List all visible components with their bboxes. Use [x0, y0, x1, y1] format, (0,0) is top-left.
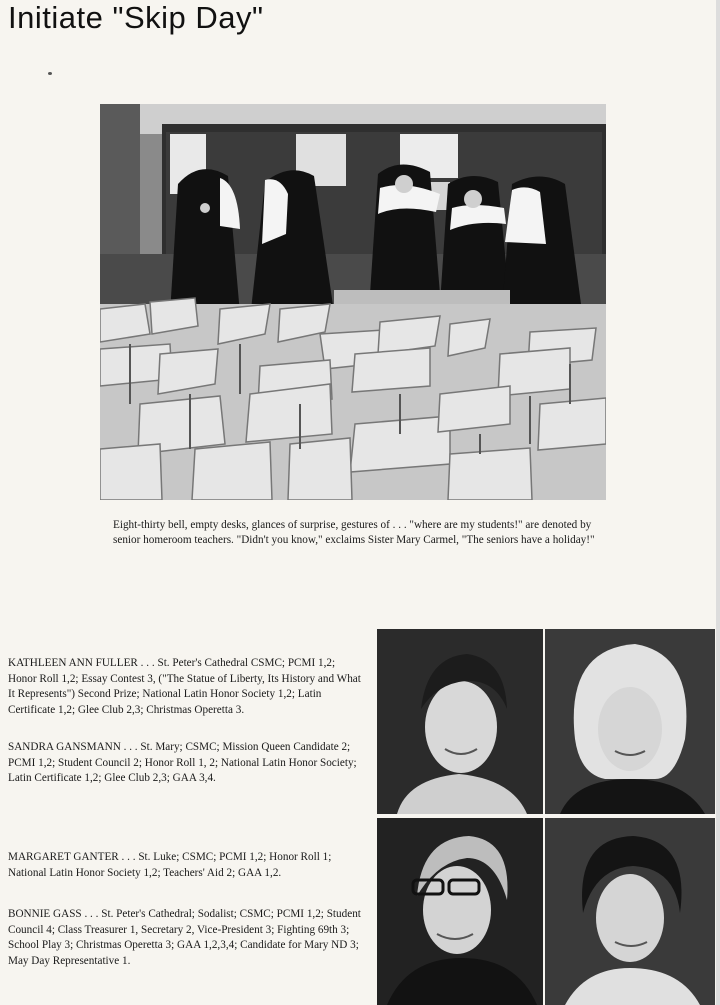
portrait-sandra-gansmann	[545, 629, 715, 814]
bio-sandra-gansmann: SANDRA GANSMANN . . . St. Mary; CSMC; Mission Queen Candidate 2; PCMI 1,2; Student Council 2; Honor Roll 1, 2; National Latin Honor Society; Latin Certificate 1,2; Glee Club 2,3; GAA 3,4.	[8, 741, 357, 784]
portrait-margaret-ganter	[377, 818, 543, 1005]
portrait-bonnie-gass	[545, 818, 715, 1005]
classroom-illustration	[100, 104, 606, 500]
page-title: Initiate "Skip Day"	[8, 0, 264, 35]
bio-kathleen-fuller: KATHLEEN ANN FULLER . . . St. Peter's Cathedral CSMC; PCMI 1,2; Honor Roll 1,2; Essay Contest 3, ("The Statue of Liberty, Its History and What It Represents") Second Prize; National Latin Honor Society 1,2; Latin Certificate 1,2; Glee Club 2,3; Christmas Operetta 3.	[8, 657, 361, 716]
bio-margaret-ganter: MARGARET GANTER . . . St. Luke; CSMC; PCMI 1,2; Honor Roll 1; National Latin Honor Society 1,2; Teachers' Aid 2; GAA 1,2.	[8, 851, 332, 879]
ink-speck	[48, 72, 52, 75]
photo-caption: Eight-thirty bell, empty desks, glances of surprise, gestures of . . . "where are my students!" are denoted by senior homeroom teachers. "Didn't you know," exclaims Sister Mary Carmel, "The seniors have a holiday!"	[113, 519, 595, 546]
portrait-kathleen-fuller	[377, 629, 543, 814]
bio-bonnie-gass: BONNIE GASS . . . St. Peter's Cathedral; Sodalist; CSMC; PCMI 1,2; Student Council 4; Class Treasurer 1, Secretary 2, Vice-President 3; Fighting 69th 3; School Play 3; Christmas Operetta 3; GAA 1,2,3,4; Candidate for Mary ND 3; May Day Representative 1.	[8, 908, 361, 967]
page-edge	[716, 0, 720, 1005]
classroom-photo	[100, 104, 606, 500]
